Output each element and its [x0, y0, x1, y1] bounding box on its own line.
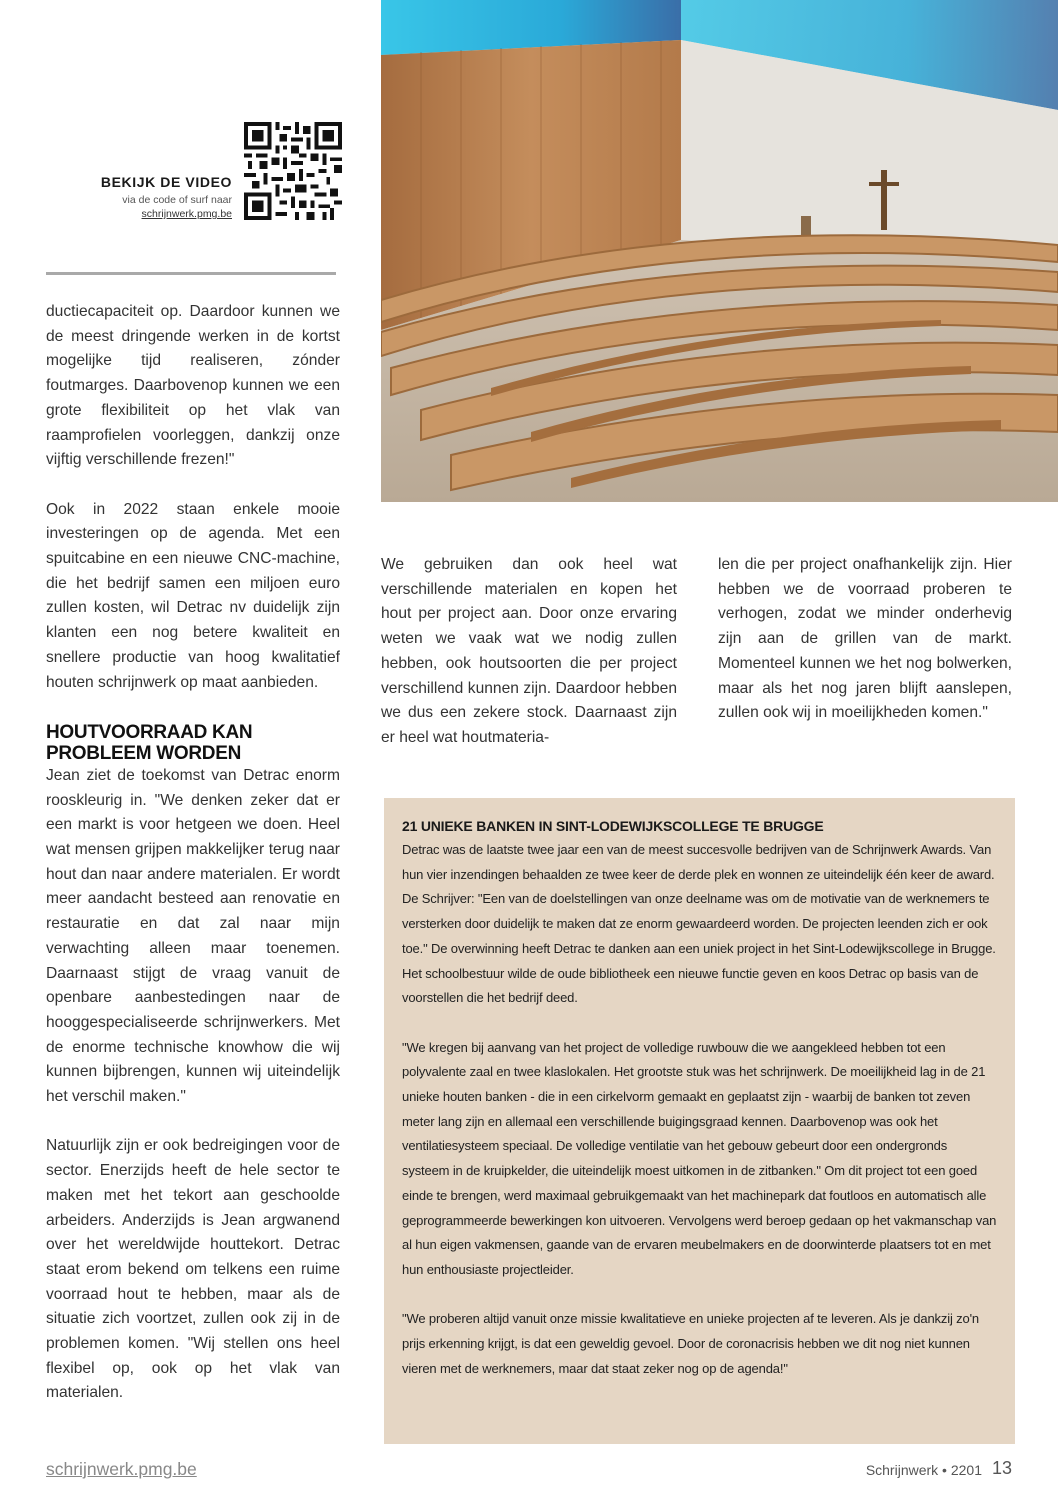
- box-paragraph: "We proberen altijd vanuit onze missie kwalitatieve en unieke projecten af te leveren. Als je dankzij zo'n prijs erkenning krijgt, is dat een geweldig gevoel. Door de coronacrisis hebben we dit nog niet kunnen vieren met de werknemers, maar dat staat zeker nog op de agenda!": [402, 1311, 980, 1376]
- paragraph: We gebruiken dan ook heel wat verschillende materialen en kopen het hout per project aan. Door onze ervaring weten we vaak wat we nodig zullen hebben, ook houtsoorten die per project verschillend kunnen zijn. Daardoor hebben we dus een zekere stock. Daarnaast zijn er heel wat houtmateria-: [381, 556, 677, 746]
- footer-link[interactable]: schrijnwerk.pmg.be: [46, 1459, 197, 1479]
- box-title: 21 UNIEKE BANKEN IN SINT-LODEWIJKSCOLLEGE TE BRUGGE: [402, 818, 824, 834]
- footer-magazine: Schrijnwerk • 2201: [865, 1462, 982, 1478]
- column-right: [718, 553, 1012, 726]
- video-callout: [60, 122, 342, 228]
- page-number: 13: [991, 1458, 1012, 1478]
- section-heading-line: PROBLEEM WORDEN: [46, 742, 242, 764]
- video-title: BEKIJK DE VIDEO: [100, 174, 232, 190]
- box-paragraph: Detrac was de laatste twee jaar een van de meest succesvolle bedrijven van de Schrijnwerk Awards. Van hun vier inzendingen behaalden ze twee keer de derde plek en wonnen ze uiteindelijk één keer de award. De Schrijver: "Een van de doelstellingen van onze deelname was om de motivatie van de werknemers te versterken door duidelijk te maken dat ze enorm gewaardeerd worden. De projecten leenden zich er ook toe." De overwinning heeft Detrac te danken aan een uniek project in het Sint-Lodewijkscollege in Brugge. Het schoolbestuur wilde de oude bibliotheek een nieuwe functie geven en koos Detrac op basis van de voorstellen die het bedrijf deed.: [402, 842, 996, 1006]
- paragraph: ductiecapaciteit op. Daardoor kunnen we de meest dringende werken in de kortst mogelijke tijd realiseren, zónder foutmarges. Daarbovenop kunnen we een grote flexibiliteit op het vlak van raamprofielen voorleggen, dankzij onze vijftig verschillende frezen!": [46, 303, 340, 469]
- video-text: [101, 174, 232, 221]
- section-heading-line: HOUTVOORRAAD KAN: [46, 721, 253, 743]
- paragraph: Jean ziet de toekomst van Detrac enorm rooskleurig in. "We denken zeker dat er een markt is voor hetgeen we doen. Heel wat mensen grijpen makkelijker terug naar hout dan naar andere materialen. Er wordt meer aandacht besteed aan renovatie en restauratie en dat zal naar mijn verwachting alleen maar toenemen. Daarnaast stijgt de vraag vanuit de openbare aanbestedingen naar de hooggespecialiseerde schrijnwerkers. Met de enorme technische knowhow die wij kunnen bijbrengen, kunnen wij uiteindelijk het verschil maken.": [46, 766, 340, 1106]
- column-middle: [381, 553, 677, 751]
- box-paragraph: "We kregen bij aanvang van het project de volledige ruwbouw die we aangekleed hebben tot een polyvalente zaal en twee klaslokalen. Het grootste stuk was het schrijnwerk. De moeilijkheid lag in de 21 unieke houten banken - die in een cirkelvorm gemaakt en geplaatst zijn - waarbij de banken tot zeven meter lang zijn en allemaal een verschillende buigingsgraad kennen. Daarbovenop was ook het ventilatiesysteem speciaal. De volledige ventilatie van het gebouw gebeurt door een ondergronds systeem in de kruipkelder, die uiteindelijk moest uitkomen in de zitbanken." Om dit project tot een goed einde te brengen, werd maximaal gebruikgemaakt van het machinepark dat foutloos en automatisch alle geprogrammeerde bewerkingen kon uitvoeren. Vervolgens werd beroep gedaan op het vakmanschap van al hun eigen vakmensen, gaande van de ervaren meubelmakers en de doorwinterde plaatsers tot en met hun enthousiaste projectleider.: [402, 1039, 997, 1277]
- video-subtitle: via de code of surf naar: [122, 194, 232, 206]
- section-heading: [46, 722, 340, 764]
- paragraph: Ook in 2022 staan enkele mooie investeringen op de agenda. Met een spuitcabine en een nieuwe CNC-machine, die het bedrijf samen een miljoen euro zullen kosten, wil Detrac nv duidelijk zijn klanten een nog betere kwaliteit en snellere productie van hoog kwalitatief houten schrijnwerk op maat aanbieden.: [46, 500, 340, 691]
- sidebar-box: [384, 798, 1015, 1444]
- column-left: [46, 300, 340, 1406]
- paragraph: len die per project onafhankelijk zijn. Hier hebben we de voorraad proberen te verhogen, zodat we minder onderhevig zijn aan de grillen van de markt. Momenteel kunnen we het nog bolwerken, maar als het nog jaren blijft aanslepen, zullen ook wij in moeilijkheden komen.": [718, 556, 1012, 722]
- chapel-benches-photo: [381, 0, 1058, 502]
- qr-code-icon[interactable]: [244, 122, 342, 220]
- divider: [46, 272, 336, 275]
- paragraph: Natuurlijk zijn er ook bedreigingen voor de sector. Enerzijds heeft de hele sector te maken met het tekort aan geschoolde arbeiders. Anderzijds is Jean argwanend over het wereldwijde houttekort. Detrac staat erom bekend om telkens een ruime voorraad hout te hebben, maar als de situatie zich voortzet, zullen ook zij in de problemen komen. "Wij stellen ons heel flexibel op, ook op het vlak van materialen.: [46, 1137, 340, 1402]
- video-link[interactable]: schrijnwerk.pmg.be: [141, 208, 232, 220]
